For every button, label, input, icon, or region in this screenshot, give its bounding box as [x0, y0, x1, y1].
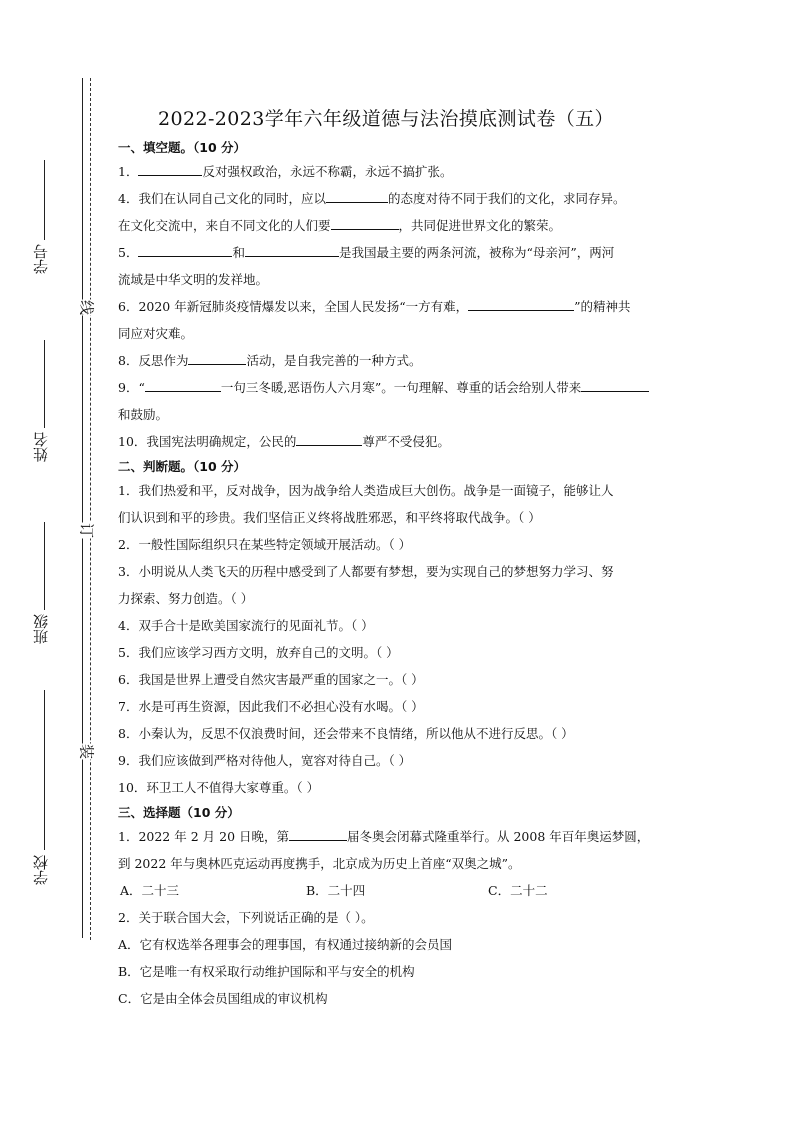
question-fill-9-cont: 和鼓励。 [118, 407, 169, 422]
answer-blank[interactable] [188, 351, 246, 365]
question-fill-5: 5． 和 是我国最主要的两条河流，被称为“母亲河”，两河 [118, 245, 615, 260]
question-fill-5-cont: 流域是中华文明的发祥地。 [118, 272, 269, 287]
answer-blank[interactable] [326, 189, 388, 203]
judge-line: 6．我国是世界上遭受自然灾害最严重的国家之一。（ ） [118, 672, 424, 687]
question-fill-8: 8．反思作为 活动，是自我完善的一种方式。 [118, 353, 422, 368]
section-fill-heading: 一、填空题。（10 分） [118, 140, 246, 155]
judge-line: 1．我们热爱和平，反对战争，因为战争给人类造成巨大创伤。战争是一面镜子，能够让人 [118, 483, 614, 498]
judge-line: 9．我们应该做到严格对待他人，宽容对待自己。（ ） [118, 753, 412, 768]
answer-blank[interactable] [296, 432, 362, 446]
choice-question-1: 1．2022 年 2 月 20 日晚，第 届冬奥会闭幕式隆重举行。从 2008 年百年奥运梦圆， [118, 829, 650, 844]
question-fill-10: 10．我国宪法明确规定，公民的 尊严不受侵犯。 [118, 434, 450, 449]
judge-line: 8．小秦认为，反思不仅浪费时间，还会带来不良情绪，所以他从不进行反思。（ ） [118, 726, 574, 741]
binding-mark-line: 线 [77, 299, 96, 315]
judge-line: 5．我们应该学习西方文明，放弃自己的文明。（ ） [118, 645, 399, 660]
option-a[interactable]: A．它有权选举各理事会的理事国，有权通过接纳新的会员国 [118, 937, 453, 952]
binding-mark-bind: 装 [77, 743, 96, 759]
answer-blank[interactable] [145, 378, 221, 392]
option-c[interactable]: C．它是由全体会员国组成的审议机构 [118, 991, 328, 1006]
question-fill-4-cont: 在文化交流中，来自不同文化的人们要 ，共同促进世界文化的繁荣。 [118, 218, 562, 233]
option-b[interactable]: B．二十四 [306, 883, 366, 898]
choice-question-2: 2．关于联合国大会，下列说话正确的是（ ）。 [118, 910, 374, 925]
section-choice-heading: 三、选择题（10 分） [118, 805, 240, 820]
option-b[interactable]: B．它是唯一有权采取行动维护国际和平与安全的机构 [118, 964, 415, 979]
answer-blank[interactable] [138, 162, 202, 176]
judge-line: 4．双手合十是欧美国家流行的见面礼节。（ ） [118, 618, 374, 633]
judge-line: 2．一般性国际组织只在某些特定领域开展活动。（ ） [118, 537, 412, 552]
question-fill-6: 6．2020 年新冠肺炎疫情爆发以来，全国人民发扬“一方有难， ”的精神共 [118, 299, 631, 314]
option-a[interactable]: A．二十三 [120, 883, 180, 898]
answer-blank[interactable] [245, 243, 339, 257]
section-judge-heading: 二、判断题。（10 分） [118, 459, 246, 474]
choice-question-1-cont: 到 2022 年与奥林匹克运动再度携手，北京成为历史上首座“双奥之城”。 [118, 856, 521, 871]
student-name-label: 姓名 [32, 432, 50, 462]
judge-line: 力探索、努力创造。（ ） [118, 591, 254, 606]
question-fill-1: 1． 反对强权政治，永远不称霸，永远不搞扩张。 [118, 164, 453, 179]
judge-line: 3．小明说从人类飞天的历程中感受到了人都要有梦想，要为实现自己的梦想努力学习、努 [118, 564, 614, 579]
option-c[interactable]: C．二十二 [488, 883, 548, 898]
student-id-line[interactable] [44, 160, 45, 240]
judge-line: 们认识到和平的珍贵。我们坚信正义终将战胜邪恶，和平终将取代战争。（ ） [118, 510, 541, 525]
school-label: 学校 [32, 855, 50, 885]
student-name-line[interactable] [44, 340, 45, 428]
school-line[interactable] [44, 690, 45, 850]
judge-line: 10．环卫工人不值得大家尊重。（ ） [118, 780, 320, 795]
question-fill-6-cont: 同应对灾难。 [118, 326, 194, 341]
binding-mark-staple: 订 [77, 522, 96, 538]
choice-options-1 [118, 877, 680, 904]
class-label: 班级 [32, 614, 50, 644]
binding-line-dashed [90, 78, 91, 940]
exam-content [118, 136, 680, 1012]
question-fill-4: 4．我们在认同自己文化的同时，应以 的态度对待不同于我们的文化，求同存异。 [118, 191, 626, 206]
answer-blank[interactable] [138, 243, 232, 257]
answer-blank[interactable] [581, 378, 649, 392]
judge-line: 7．水是可再生资源，因此我们不必担心没有水喝。（ ） [118, 699, 424, 714]
answer-blank[interactable] [468, 297, 574, 311]
class-line[interactable] [44, 522, 45, 610]
answer-blank[interactable] [289, 827, 347, 841]
student-id-label: 学号 [32, 244, 50, 274]
question-fill-9: 9．“ 一句三冬暖,恶语伤人六月寒”。一句理解、尊重的话会给别人带来 [118, 374, 680, 401]
binding-line-solid [82, 78, 83, 938]
page-title: 2022-2023学年六年级道德与法治摸底测试卷（五） [158, 108, 614, 130]
answer-blank[interactable] [331, 216, 399, 230]
